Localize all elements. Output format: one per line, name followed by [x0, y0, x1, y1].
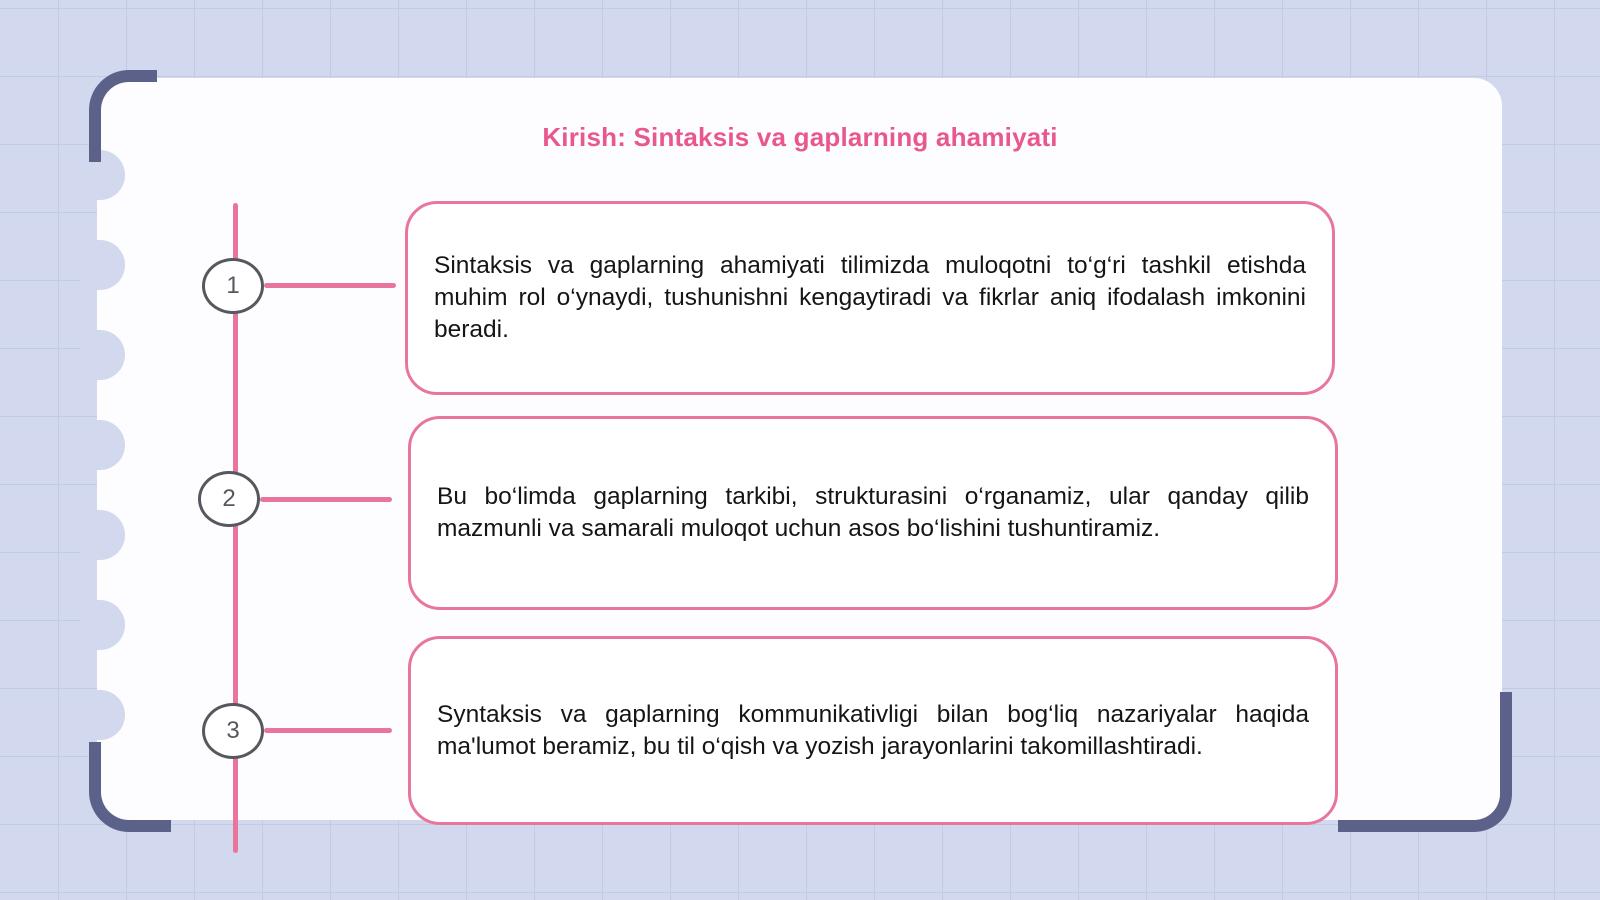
timeline-connector [264, 728, 392, 733]
step-text-1: Sintaksis va gaplarning ahamiyati tilimizda muloqotni to‘g‘ri tashkil etishda muhim rol o‘ynaydi, tushunishni kengaytiradi va fikrlar aniq ifodalash imkonini beradi. [434, 252, 1306, 343]
step-marker-2: 2 [198, 471, 260, 527]
frame-corner-bottom-left [89, 742, 171, 832]
step-text-2: Bu bo‘limda gaplarning tarkibi, strukturasini o‘rganamiz, ular qanday qilib mazmunli va samarali muloqot uchun asos bo‘lishini tushuntiramiz. [437, 483, 1309, 542]
step-card-1 [405, 201, 1335, 395]
timeline-connector [260, 497, 392, 502]
step-text-3: Syntaksis va gaplarning kommunikativligi bilan bog‘liq nazariyalar haqida ma'lumot beramiz, bu til o‘qish va yozish jarayonlarini takomillashtiradi. [437, 700, 1309, 760]
step-marker-3: 3 [202, 703, 264, 759]
frame-corner-bottom-right [1338, 692, 1512, 832]
step-card-3 [408, 636, 1338, 825]
step-marker-1: 1 [202, 258, 264, 314]
timeline-connector [264, 283, 396, 288]
slide-title: Kirish: Sintaksis va gaplarning ahamiyati [542, 122, 1058, 152]
step-card-2 [408, 416, 1338, 610]
